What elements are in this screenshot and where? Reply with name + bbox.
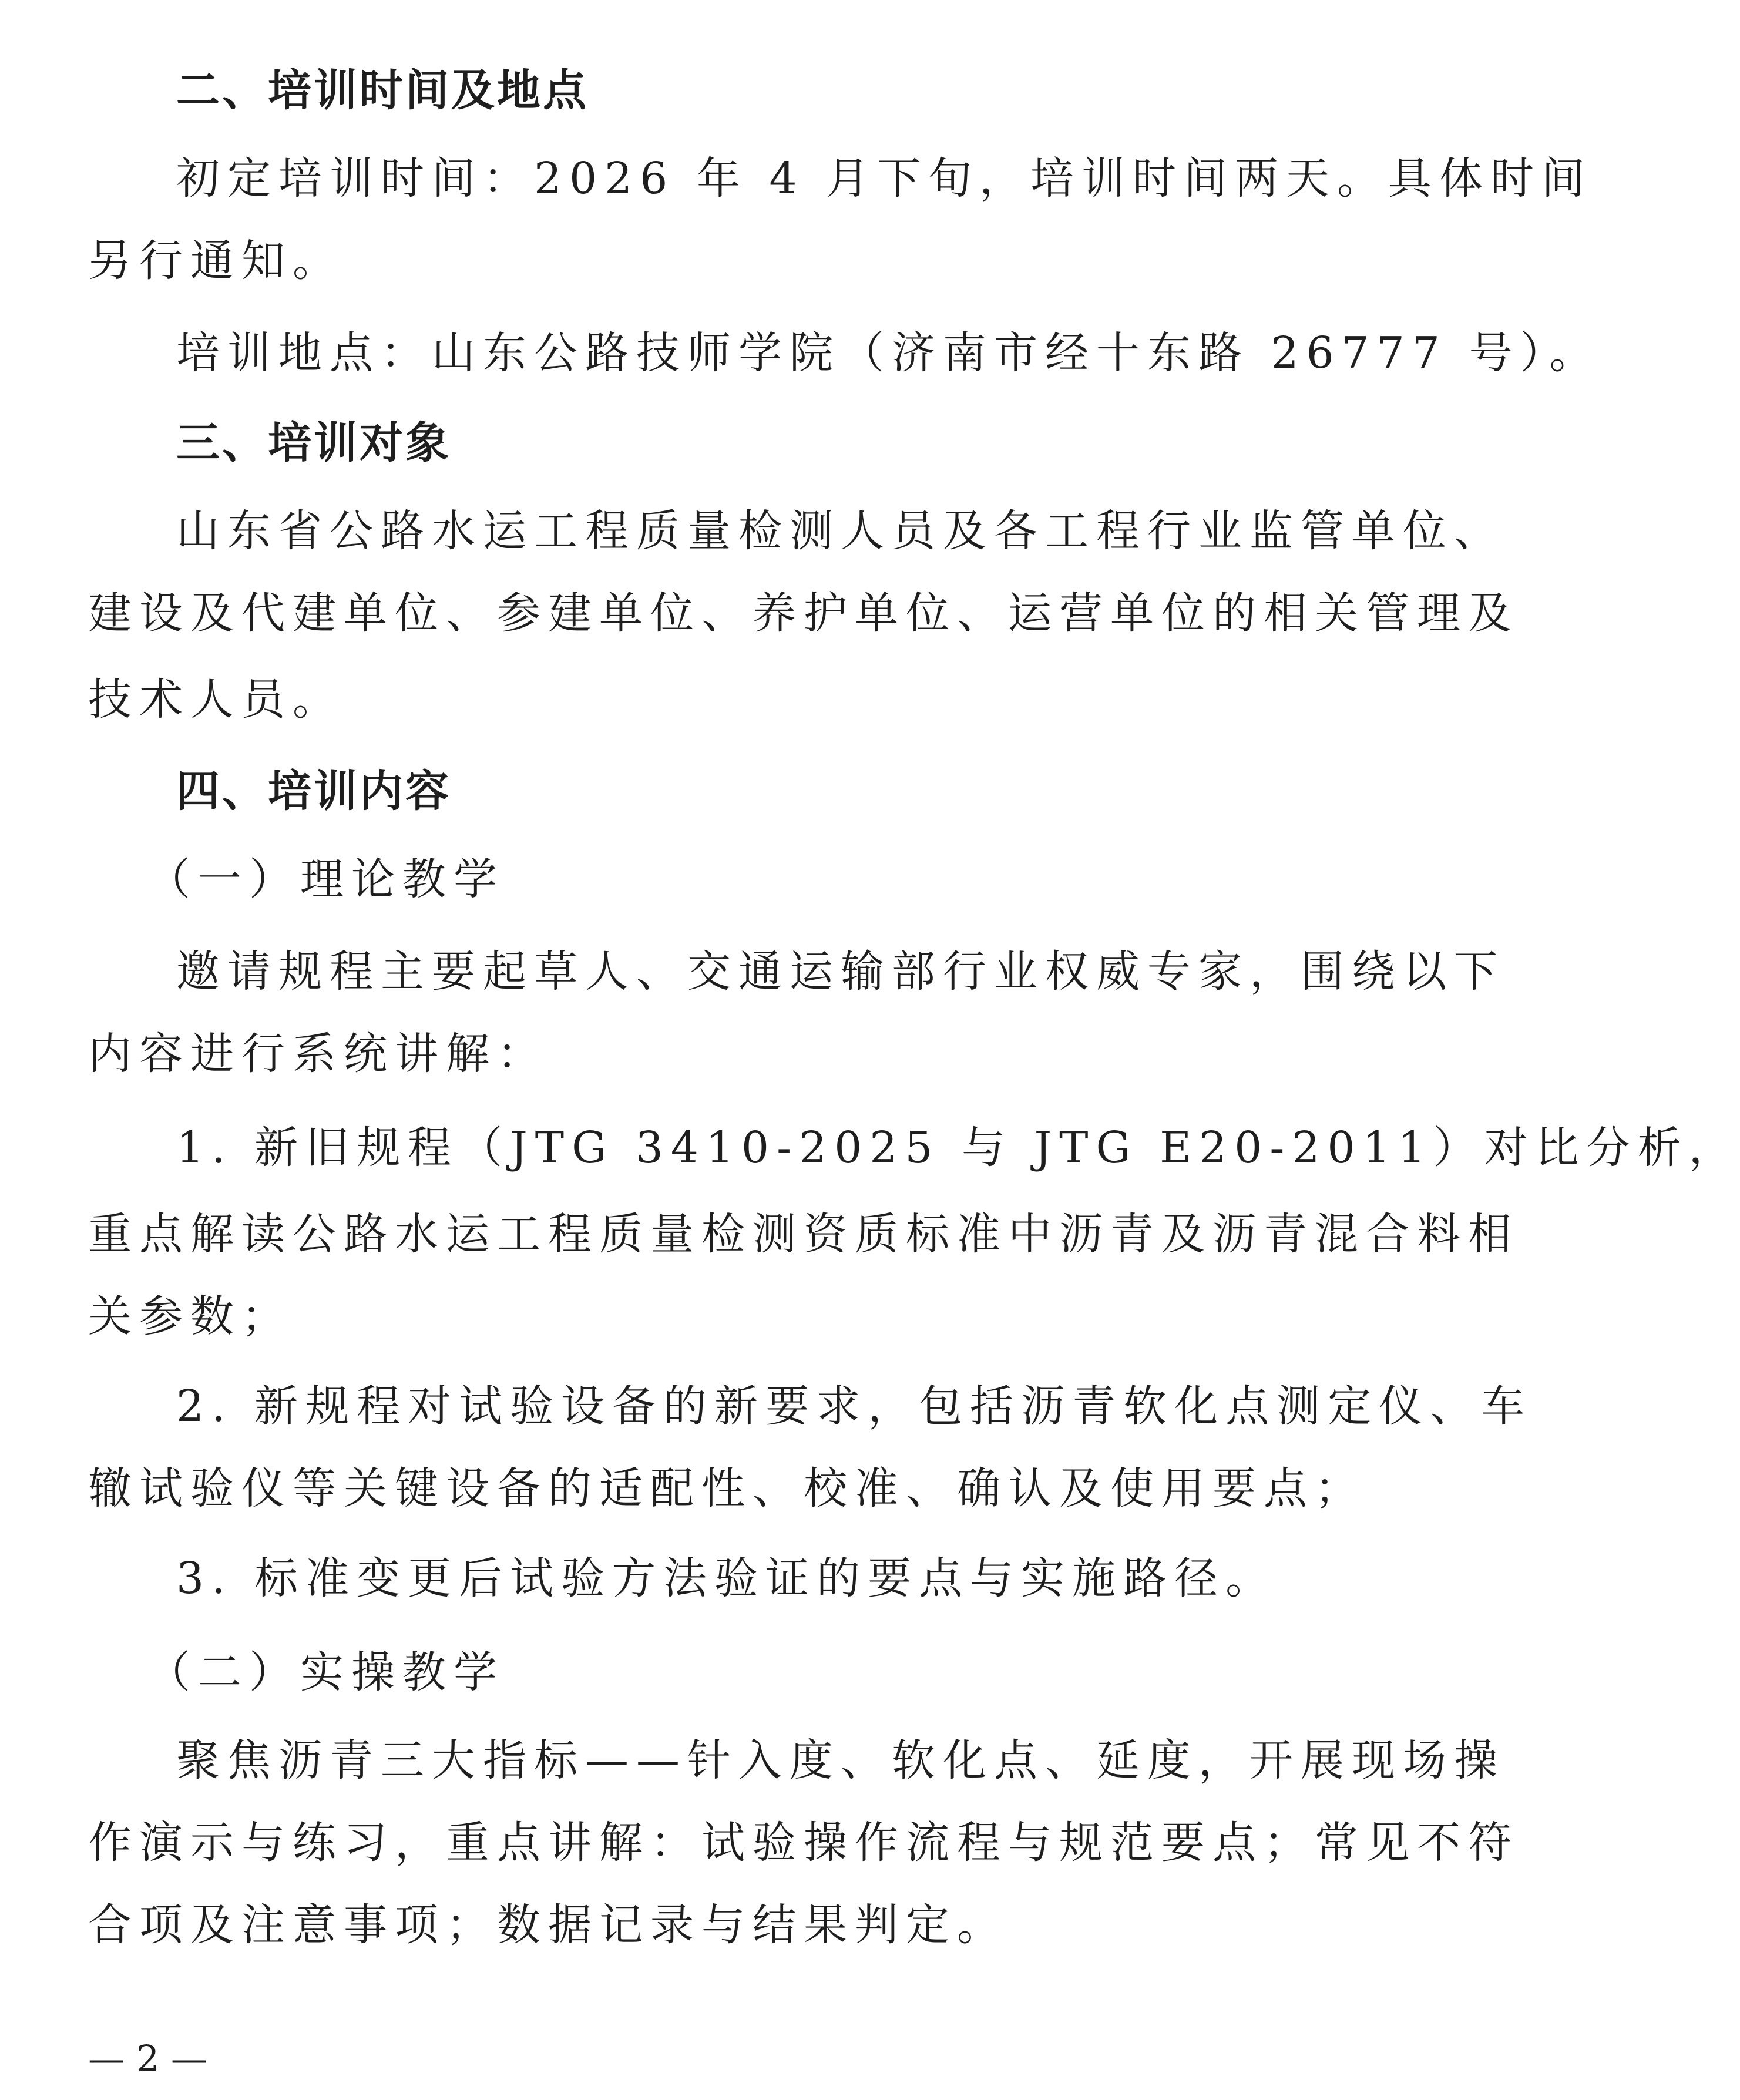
paragraph-line: 邀请规程主要起草人、交通运输部行业权威专家，围绕以下	[176, 946, 1505, 997]
paragraph-line: 关参数；	[88, 1291, 293, 1342]
paragraph-line: 合项及注意事项；数据记录与结果判定。	[88, 1900, 1008, 1950]
paragraph-line: 聚焦沥青三大指标——针入度、软化点、延度，开展现场操	[176, 1735, 1505, 1786]
paragraph-line: 作演示与练习，重点讲解：试验操作流程与规范要点；常见不符	[88, 1817, 1519, 1868]
paragraph-line: 培训地点：山东公路技师学院（济南市经十东路 26777 号）。	[176, 328, 1601, 378]
paragraph-line: 初定培训时间：2026 年 4 月下旬，培训时间两天。具体时间	[176, 153, 1593, 204]
paragraph-line: 另行通知。	[88, 236, 344, 286]
heading-training-content: 四、培训内容	[176, 766, 451, 817]
paragraph-line: 1. 新旧规程（JTG 3410-2025 与 JTG E20-2011）对比分析，	[176, 1123, 1740, 1173]
paragraph-line: 辙试验仪等关键设备的适配性、校准、确认及使用要点；	[88, 1463, 1366, 1514]
paragraph-line: 技术人员。	[88, 674, 344, 725]
paragraph-line: 内容进行系统讲解：	[88, 1029, 548, 1079]
heading-training-time-place: 二、培训时间及地点	[176, 65, 589, 116]
paragraph-line: 建设及代建单位、参建单位、养护单位、运营单位的相关管理及	[88, 588, 1519, 639]
subheading-theory: （一）理论教学	[147, 854, 505, 905]
subheading-practice: （二）实操教学	[147, 1647, 505, 1698]
heading-training-audience: 三、培训对象	[176, 418, 451, 468]
paragraph-line: 2. 新规程对试验设备的新要求，包括沥青软化点测定仪、车	[176, 1381, 1533, 1432]
page-number: — 2 —	[88, 2037, 207, 2080]
paragraph-line: 山东省公路水运工程质量检测人员及各工程行业监管单位、	[176, 506, 1505, 556]
paragraph-line: 3. 标准变更后试验方法验证的要点与实施路径。	[176, 1553, 1277, 1604]
paragraph-line: 重点解读公路水运工程质量检测资质标准中沥青及沥青混合料相	[88, 1209, 1519, 1259]
